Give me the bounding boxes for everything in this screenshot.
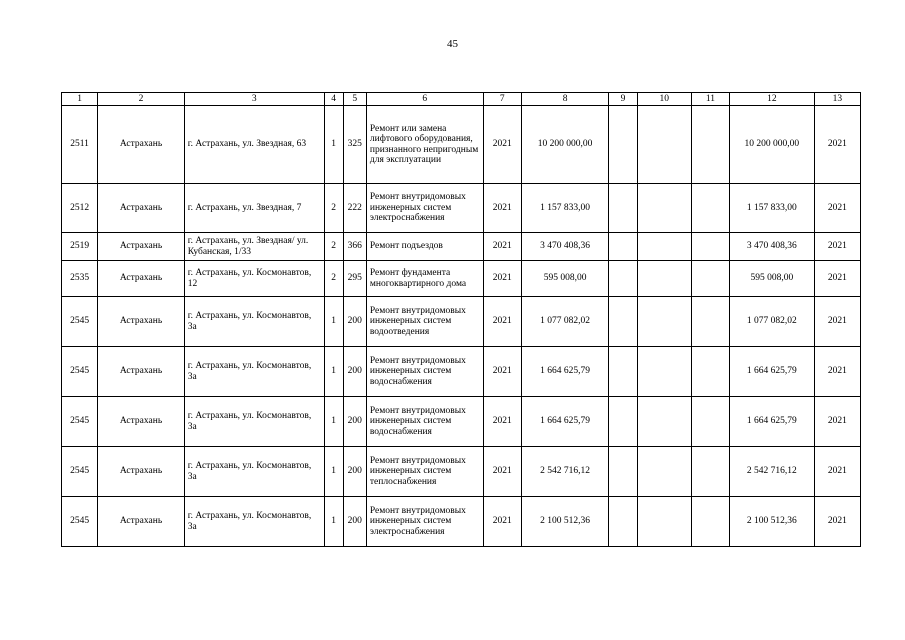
fund-cost-col9-cell [609,497,637,547]
municipality-cell: Астрахань [98,497,185,547]
completion-year-cell: 2021 [814,497,860,547]
column-header: 9 [609,93,637,106]
plan-year-cell: 2021 [483,297,521,347]
municipality-cell: Астрахань [98,347,185,397]
completion-year-cell: 2021 [814,106,860,184]
year-built-cell: 200 [343,497,366,547]
table-row [62,347,861,397]
address-cell: г. Астрахань, ул. Звездная, 7 [184,184,324,233]
address-cell: г. Астрахань, ул. Космонавтов, 3а [184,297,324,347]
table-row [62,233,861,261]
municipality-cell: Астрахань [98,397,185,447]
fund-cost-col11-cell [691,297,729,347]
works-table [61,92,861,547]
fund-cost-col10-cell [637,261,691,297]
completion-year-cell: 2021 [814,233,860,261]
plan-year-cell: 2021 [483,261,521,297]
table-row [62,397,861,447]
total-cost-cell: 2 100 512,36 [521,497,609,547]
fund-cost-col9-cell [609,297,637,347]
address-cell: г. Астрахань, ул. Звездная/ ул. Кубанская, 1/33 [184,233,324,261]
header-row [62,93,861,106]
column-header: 7 [483,93,521,106]
record-number-cell: 2512 [62,184,98,233]
record-number-cell: 2535 [62,261,98,297]
total-cost-cell: 1 077 082,02 [521,297,609,347]
floors-or-entrances-cell: 1 [324,297,343,347]
floors-or-entrances-cell: 1 [324,106,343,184]
record-number-cell: 2545 [62,347,98,397]
plan-year-cell: 2021 [483,184,521,233]
fund-cost-col11-cell [691,397,729,447]
fund-cost-col10-cell [637,497,691,547]
address-cell: г. Астрахань, ул. Звездная, 63 [184,106,324,184]
fund-cost-col11-cell [691,447,729,497]
year-built-cell: 366 [343,233,366,261]
record-number-cell: 2545 [62,297,98,347]
record-number-cell: 2545 [62,447,98,497]
fund-cost-col11-cell [691,261,729,297]
owner-funds-cell: 2 100 512,36 [730,497,815,547]
table-row [62,184,861,233]
fund-cost-col9-cell [609,184,637,233]
owner-funds-cell: 10 200 000,00 [730,106,815,184]
total-cost-cell: 1 664 625,79 [521,397,609,447]
total-cost-cell: 1 664 625,79 [521,347,609,397]
table-row [62,297,861,347]
column-header: 4 [324,93,343,106]
year-built-cell: 222 [343,184,366,233]
completion-year-cell: 2021 [814,297,860,347]
work-type-cell: Ремонт или замена лифтового оборудования, признанного непригодным для эксплуатации [366,106,483,184]
year-built-cell: 295 [343,261,366,297]
work-type-cell: Ремонт фундамента многоквартирного дома [366,261,483,297]
fund-cost-col11-cell [691,347,729,397]
column-header: 1 [62,93,98,106]
municipality-cell: Астрахань [98,261,185,297]
table-row [62,447,861,497]
owner-funds-cell: 1 664 625,79 [730,347,815,397]
total-cost-cell: 595 008,00 [521,261,609,297]
fund-cost-col10-cell [637,397,691,447]
column-header: 2 [98,93,185,106]
work-type-cell: Ремонт подъездов [366,233,483,261]
plan-year-cell: 2021 [483,233,521,261]
column-header: 6 [366,93,483,106]
fund-cost-col9-cell [609,447,637,497]
column-header: 11 [691,93,729,106]
year-built-cell: 200 [343,447,366,497]
completion-year-cell: 2021 [814,447,860,497]
completion-year-cell: 2021 [814,397,860,447]
work-type-cell: Ремонт внутридомовых инженерных систем водоотведения [366,297,483,347]
record-number-cell: 2519 [62,233,98,261]
address-cell: г. Астрахань, ул. Космонавтов, 3а [184,447,324,497]
floors-or-entrances-cell: 2 [324,233,343,261]
plan-year-cell: 2021 [483,106,521,184]
fund-cost-col11-cell [691,233,729,261]
page-number: 45 [447,38,458,50]
owner-funds-cell: 2 542 716,12 [730,447,815,497]
plan-year-cell: 2021 [483,347,521,397]
plan-year-cell: 2021 [483,397,521,447]
year-built-cell: 200 [343,297,366,347]
owner-funds-cell: 3 470 408,36 [730,233,815,261]
year-built-cell: 200 [343,347,366,397]
total-cost-cell: 3 470 408,36 [521,233,609,261]
floors-or-entrances-cell: 2 [324,261,343,297]
fund-cost-col9-cell [609,106,637,184]
fund-cost-col11-cell [691,497,729,547]
fund-cost-col11-cell [691,184,729,233]
plan-year-cell: 2021 [483,497,521,547]
work-type-cell: Ремонт внутридомовых инженерных систем электроснабжения [366,184,483,233]
completion-year-cell: 2021 [814,261,860,297]
address-cell: г. Астрахань, ул. Космонавтов, 3а [184,497,324,547]
record-number-cell: 2545 [62,497,98,547]
fund-cost-col10-cell [637,184,691,233]
fund-cost-col10-cell [637,233,691,261]
owner-funds-cell: 1 664 625,79 [730,397,815,447]
fund-cost-col9-cell [609,397,637,447]
municipality-cell: Астрахань [98,297,185,347]
total-cost-cell: 10 200 000,00 [521,106,609,184]
owner-funds-cell: 1 157 833,00 [730,184,815,233]
municipality-cell: Астрахань [98,106,185,184]
column-header: 13 [814,93,860,106]
total-cost-cell: 2 542 716,12 [521,447,609,497]
address-cell: г. Астрахань, ул. Космонавтов, 3а [184,347,324,397]
column-header: 10 [637,93,691,106]
total-cost-cell: 1 157 833,00 [521,184,609,233]
column-header: 3 [184,93,324,106]
floors-or-entrances-cell: 1 [324,347,343,397]
fund-cost-col9-cell [609,233,637,261]
municipality-cell: Астрахань [98,184,185,233]
municipality-cell: Астрахань [98,233,185,261]
owner-funds-cell: 595 008,00 [730,261,815,297]
year-built-cell: 200 [343,397,366,447]
completion-year-cell: 2021 [814,184,860,233]
plan-year-cell: 2021 [483,447,521,497]
column-header: 8 [521,93,609,106]
fund-cost-col9-cell [609,261,637,297]
floors-or-entrances-cell: 1 [324,447,343,497]
work-type-cell: Ремонт внутридомовых инженерных систем теплоснабжения [366,447,483,497]
record-number-cell: 2545 [62,397,98,447]
municipality-cell: Астрахань [98,447,185,497]
fund-cost-col11-cell [691,106,729,184]
column-header: 5 [343,93,366,106]
fund-cost-col10-cell [637,347,691,397]
address-cell: г. Астрахань, ул. Космонавтов, 12 [184,261,324,297]
work-type-cell: Ремонт внутридомовых инженерных систем водоснабжения [366,397,483,447]
work-type-cell: Ремонт внутридомовых инженерных систем водоснабжения [366,347,483,397]
work-type-cell: Ремонт внутридомовых инженерных систем электроснабжения [366,497,483,547]
table-row [62,106,861,184]
fund-cost-col10-cell [637,106,691,184]
table-row [62,261,861,297]
column-header: 12 [730,93,815,106]
address-cell: г. Астрахань, ул. Космонавтов, 3а [184,397,324,447]
table-row [62,497,861,547]
floors-or-entrances-cell: 2 [324,184,343,233]
floors-or-entrances-cell: 1 [324,397,343,447]
owner-funds-cell: 1 077 082,02 [730,297,815,347]
floors-or-entrances-cell: 1 [324,497,343,547]
fund-cost-col10-cell [637,447,691,497]
year-built-cell: 325 [343,106,366,184]
record-number-cell: 2511 [62,106,98,184]
fund-cost-col9-cell [609,347,637,397]
completion-year-cell: 2021 [814,347,860,397]
fund-cost-col10-cell [637,297,691,347]
